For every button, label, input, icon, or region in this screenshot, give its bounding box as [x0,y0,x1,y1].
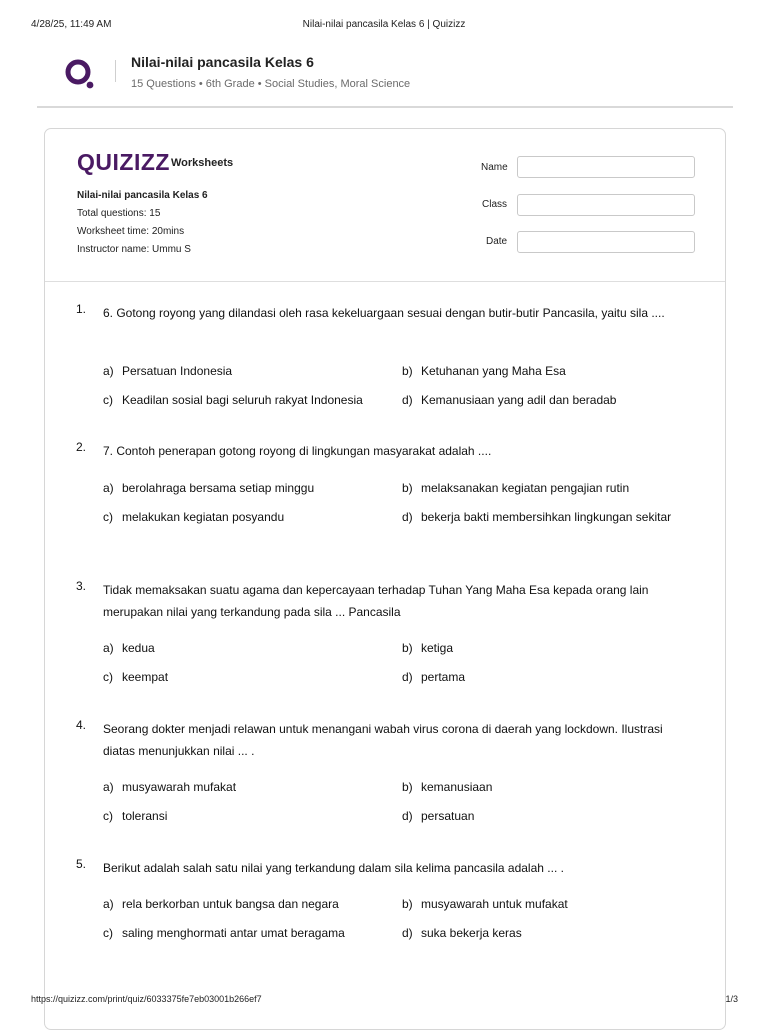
option-letter: d) [402,670,413,684]
option-text: melaksanakan kegiatan pengajian rutin [421,481,630,495]
option-letter: d) [402,510,413,524]
option-letter: a) [103,897,114,911]
quiz-header [37,40,733,108]
page-number: 1/3 [725,994,738,1004]
question-text: 7. Contoh penerapan gotong royong di lingkungan masyarakat adalah .... [103,444,492,458]
instructor-name: Instructor name: Ummu S [77,244,191,255]
option-letter: b) [402,364,413,378]
class-field[interactable] [517,194,695,216]
option-text: rela berkorban untuk bangsa dan negara [122,897,339,911]
question-text: Seorang dokter menjadi relawan untuk menangani wabah virus corona di daerah yang lockdown. Ilustrasi diatas menunjukkan nilai ... . [103,722,663,758]
question-text: 6. Gotong royong yang dilandasi oleh rasa kekeluargaan sesuai dengan butir-butir Pancasila, yaitu sila .... [103,306,665,320]
option-text: bekerja bakti membersihkan lingkungan sekitar [421,510,672,524]
option-text: kemanusiaan [421,780,493,794]
question-text: Tidak memaksakan suatu agama dan kepercayaan terhadap Tuhan Yang Maha Esa kepada orang lain merupakan nilai yang terkandung pada sila ... Pancasila [103,583,649,619]
option-text: persatuan [421,809,475,823]
print-header [0,0,768,40]
print-timestamp: 4/28/25, 11:49 AM [31,19,112,30]
print-url: https://quizizz.com/print/quiz/6033375fe7eb03001b266ef7 [31,994,262,1004]
question-number: 1. [76,302,87,316]
question-number: 4. [76,718,87,732]
option-letter: b) [402,481,413,495]
option-text: keempat [122,670,169,684]
worksheet-name: Nilai-nilai pancasila Kelas 6 [77,190,208,201]
question-number: 3. [76,579,87,593]
quizizz-logo-icon [64,58,96,90]
print-page-title: Nilai-nilai pancasila Kelas 6 | Quizizz [302,19,466,30]
option-text: melakukan kegiatan posyandu [122,510,285,524]
option-letter: a) [103,364,114,378]
option-letter: c) [103,809,113,823]
class-label: Class [482,199,508,210]
option-text: berolahraga bersama setiap minggu [122,481,315,495]
option-letter: d) [402,926,413,940]
option-text: musyawarah mufakat [122,780,237,794]
question-text: Berikut adalah salah satu nilai yang terkandung dalam sila kelima pancasila adalah ... . [103,861,564,875]
option-text: Ketuhanan yang Maha Esa [421,364,566,378]
option-letter: a) [103,641,114,655]
option-letter: d) [402,393,413,407]
quiz-title: Nilai-nilai pancasila Kelas 6 [131,54,314,70]
question-number: 2. [76,440,87,454]
worksheet-time: Worksheet time: 20mins [77,226,185,237]
quizizz-brand-logo: QUIZIZZ [77,149,170,175]
option-text: kedua [122,641,155,655]
option-text: Keadilan sosial bagi seluruh rakyat Indonesia [122,393,363,407]
option-letter: b) [402,641,413,655]
option-text: pertama [421,670,466,684]
worksheets-label: Worksheets [171,157,234,169]
option-letter: c) [103,926,113,940]
date-label: Date [486,236,508,247]
option-letter: c) [103,393,113,407]
option-letter: b) [402,897,413,911]
name-field[interactable] [517,156,695,178]
option-text: saling menghormati antar umat beragama [122,926,345,940]
option-text: toleransi [122,809,168,823]
option-text: musyawarah untuk mufakat [421,897,568,911]
option-text: Kemanusiaan yang adil dan beradab [421,393,617,407]
option-text: suka bekerja keras [421,926,522,940]
quiz-subtitle: 15 Questions • 6th Grade • Social Studies, Moral Science [131,78,411,90]
name-label: Name [481,162,508,173]
option-text: Persatuan Indonesia [122,364,233,378]
total-questions: Total questions: 15 [77,208,161,219]
option-letter: c) [103,510,113,524]
question-number: 5. [76,857,87,871]
option-text: ketiga [421,641,454,655]
header-divider [115,60,116,82]
date-field[interactable] [517,231,695,253]
option-letter: b) [402,780,413,794]
option-letter: a) [103,481,114,495]
worksheet-header [45,129,725,282]
option-letter: a) [103,780,114,794]
option-letter: d) [402,809,413,823]
option-letter: c) [103,670,113,684]
